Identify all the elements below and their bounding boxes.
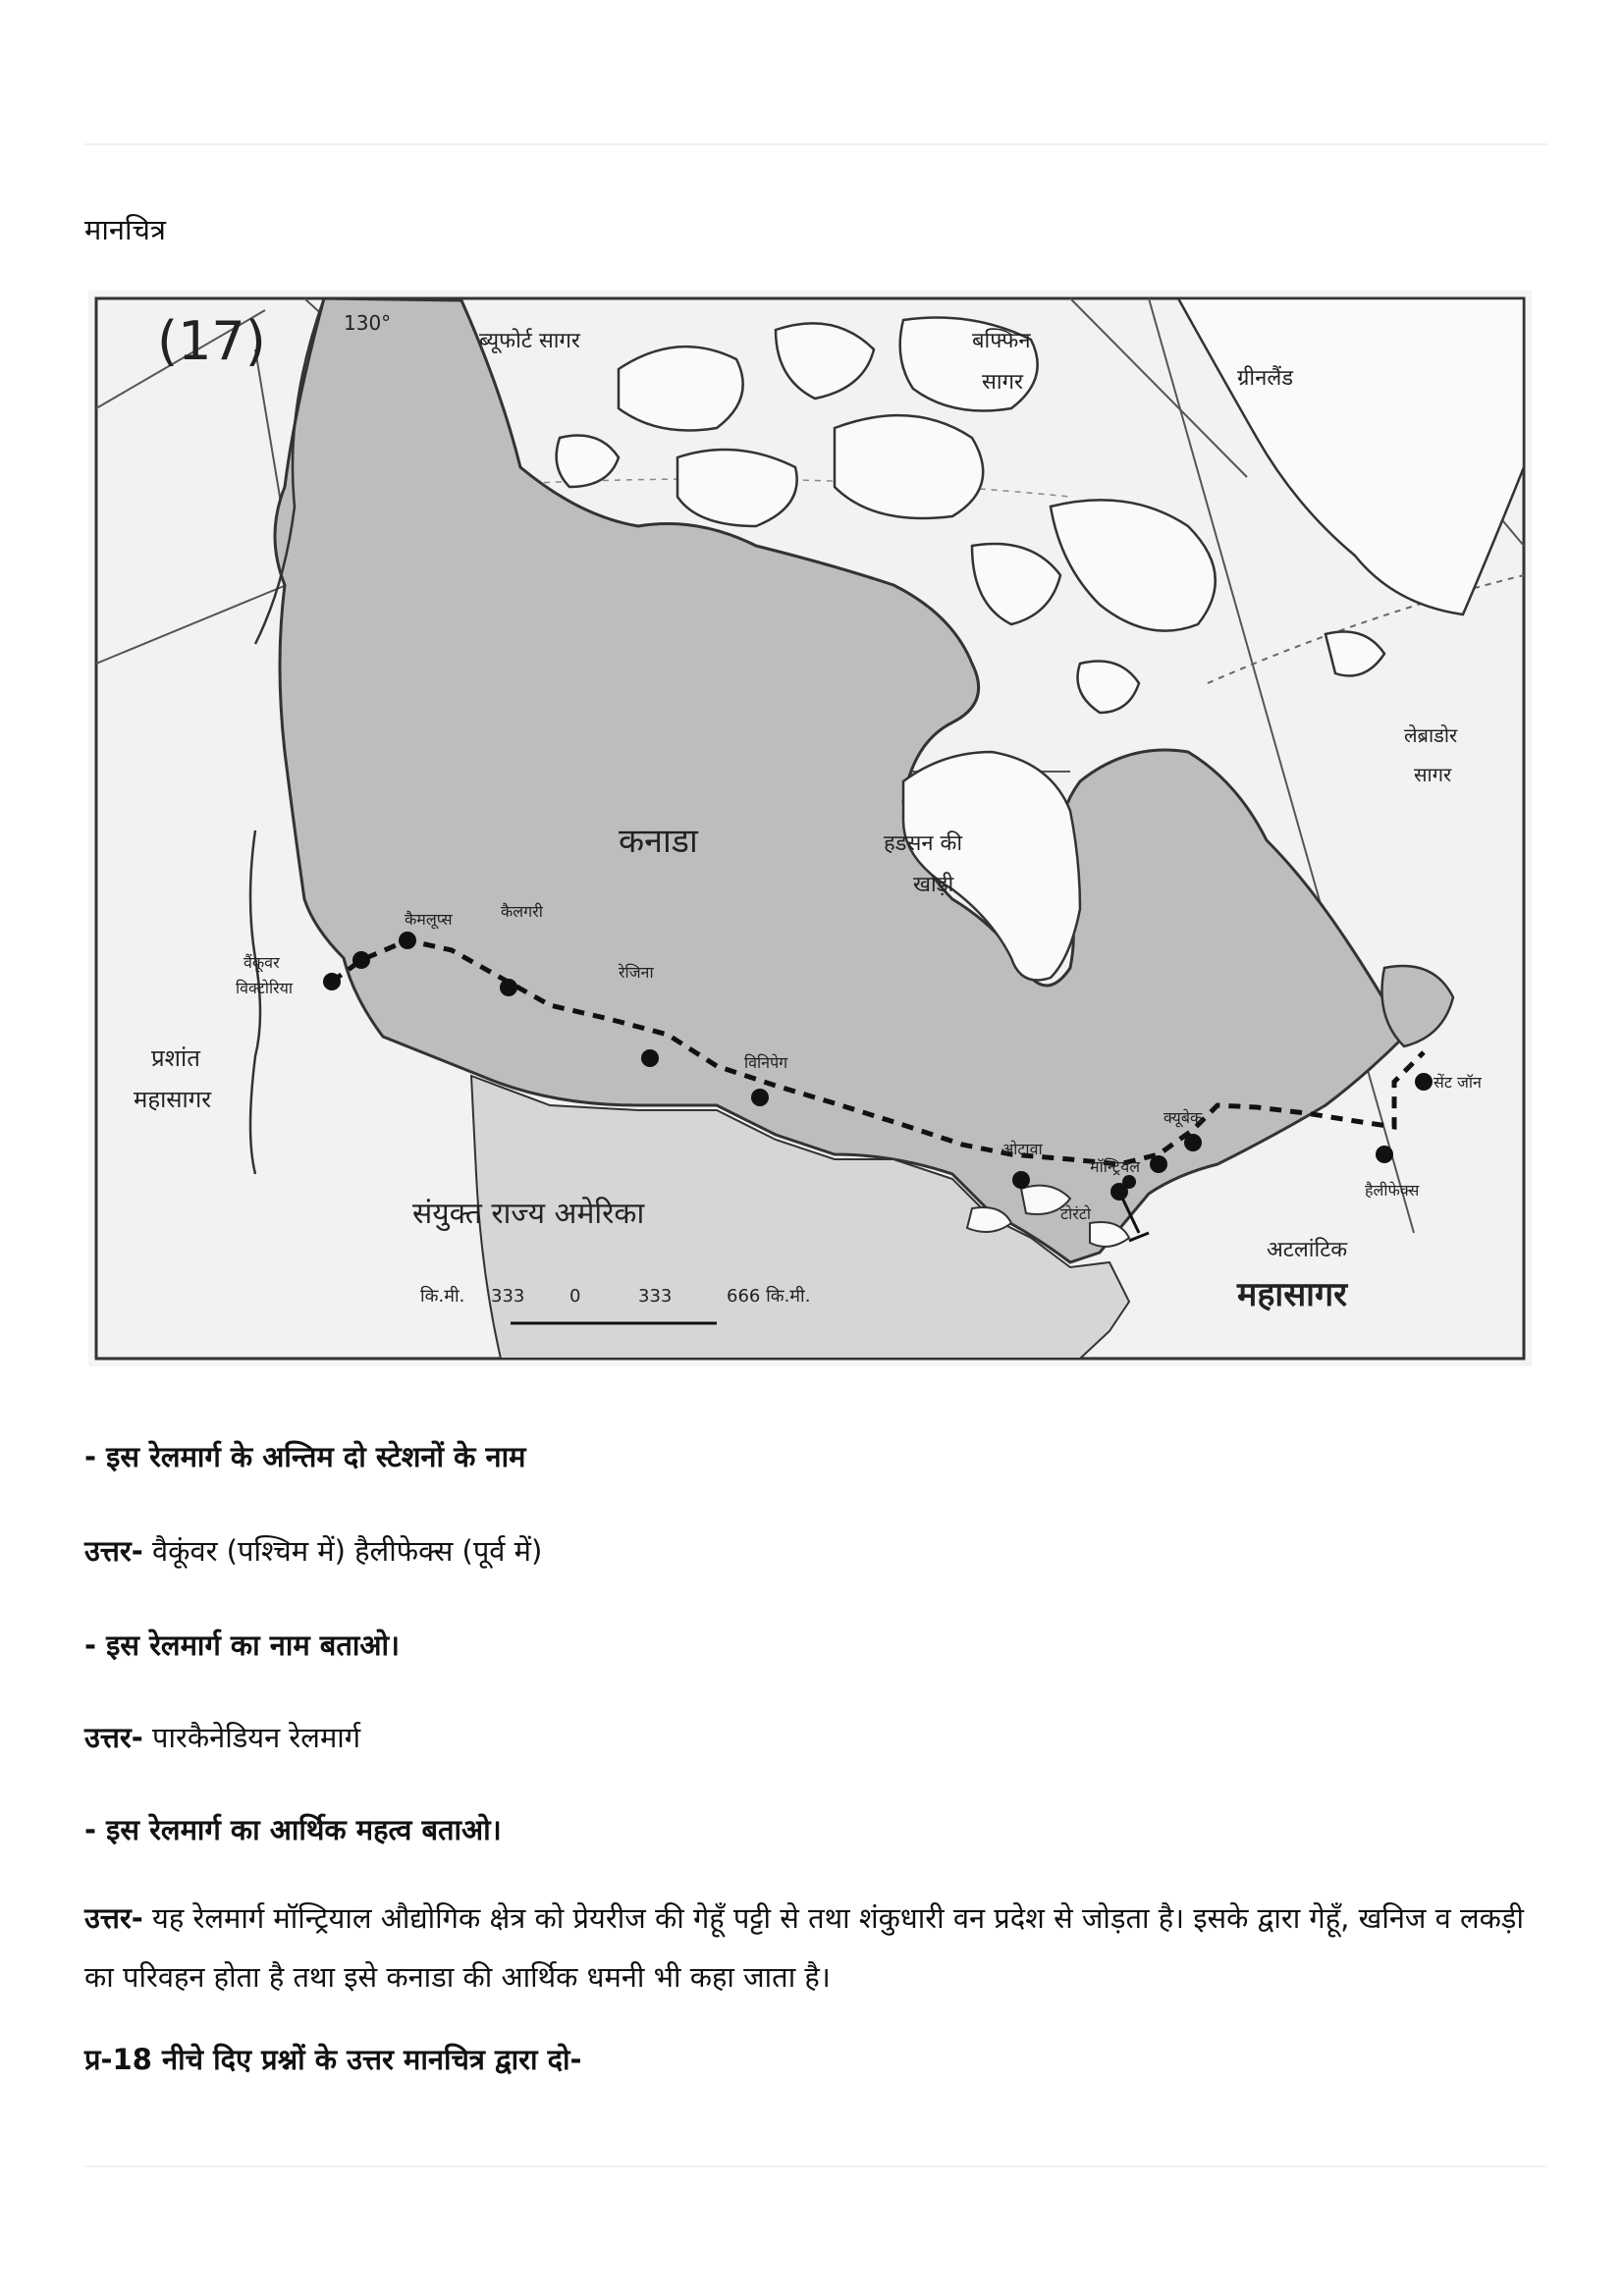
answer-3 (84, 1889, 1557, 2006)
answer-label: उत्तर- (84, 1721, 143, 1754)
baffin-sea-label-2: सागर (982, 370, 1023, 395)
station-montreal: मॉन्ट्रियल (1090, 1157, 1141, 1176)
greenland-label: ग्रीनलैंड (1237, 366, 1294, 391)
top-divider (84, 143, 1547, 145)
labrador-sea-label-1: लेब्राडोर (1404, 723, 1458, 747)
question-1: - इस रेलमार्ग के अन्तिम दो स्टेशनों के नाम (84, 1440, 526, 1473)
station-saint-john: सेंट जॉन (1434, 1073, 1482, 1092)
scale-prefix: कि.मी. (420, 1286, 465, 1307)
figure-number: (17) (157, 310, 266, 372)
answer-2 (84, 1714, 1557, 1761)
station-ottawa: ओटावा (1001, 1140, 1043, 1158)
answer-text: पारकैनेडियन रेलमार्ग (142, 1721, 361, 1754)
answer-label: उत्तर- (84, 1901, 143, 1935)
question-2: - इस रेलमार्ग का नाम बताओ। (84, 1629, 401, 1662)
canada-rail-map (88, 291, 1532, 1366)
bottom-divider (84, 2165, 1547, 2167)
answer-text: वैकूंवर (पश्चिम में) हैलीफेक्स (पूर्व में) (142, 1534, 543, 1568)
station-kamloops: कैमलूप्स (405, 910, 453, 929)
answer-text: यह रेलमार्ग मॉन्ट्रियाल औद्योगिक क्षेत्र को प्रेयरीज की गेहूँ पट्टी से तथा शंकुधारी वन प्रदेश से जोड़ता है। इसके द्वारा गेहूँ, खनिज व लकड़ी का परिवहन होता है तथा इसे कनाडा की आर्थिक धमनी भी कहा जाता है। (84, 1901, 1524, 1994)
station-halifax: हैलीफेक्स (1365, 1181, 1420, 1200)
station-quebec: क्यूबेक (1163, 1108, 1203, 1127)
scale-tick-2: 0 (569, 1286, 581, 1307)
station-winnipeg: विनिपेग (744, 1053, 788, 1072)
answer-1 (84, 1527, 1557, 1575)
atlantic-ocean-label-1: अटलांटिक (1267, 1238, 1348, 1262)
baffin-sea-label-1: बफ्फिन (972, 329, 1031, 353)
station-vancouver: वैंकूवर (243, 953, 280, 972)
scale-tick-3: 333 (638, 1286, 673, 1307)
pacific-ocean-label-1: प्रशांत (151, 1044, 200, 1072)
hudson-bay-label-1: हडसन की (884, 831, 963, 856)
next-question: प्र-18 नीचे दिए प्रश्नों के उत्तर मानचित्र द्वारा दो- (84, 2043, 582, 2076)
section-heading: मानचित्र (84, 213, 166, 246)
beaufort-sea-label: ब्यूफोर्ट सागर (479, 329, 580, 353)
scale-tick-4: 666 कि.मी. (727, 1286, 811, 1307)
hudson-bay-label-2: खाड़ी (913, 873, 954, 897)
station-regina: रेजिना (619, 963, 654, 982)
station-calgary: कैलगरी (501, 902, 543, 921)
labrador-sea-label-2: सागर (1414, 763, 1452, 786)
scale-tick-1: 333 (491, 1286, 525, 1307)
station-victoria: विक्टोरिया (236, 979, 294, 997)
country-label: कनाडा (619, 822, 698, 861)
answer-label: उत्तर- (84, 1534, 143, 1568)
question-3: - इस रेलमार्ग का आर्थिक महत्व बताओ। (84, 1813, 502, 1846)
station-toronto: टोरंटो (1060, 1204, 1091, 1223)
atlantic-ocean-label-2: महासागर (1237, 1275, 1348, 1314)
pacific-ocean-label-2: महासागर (134, 1086, 212, 1113)
lat-label: 130° (344, 311, 392, 335)
usa-label: संयुक्त राज्य अमेरिका (412, 1197, 645, 1231)
